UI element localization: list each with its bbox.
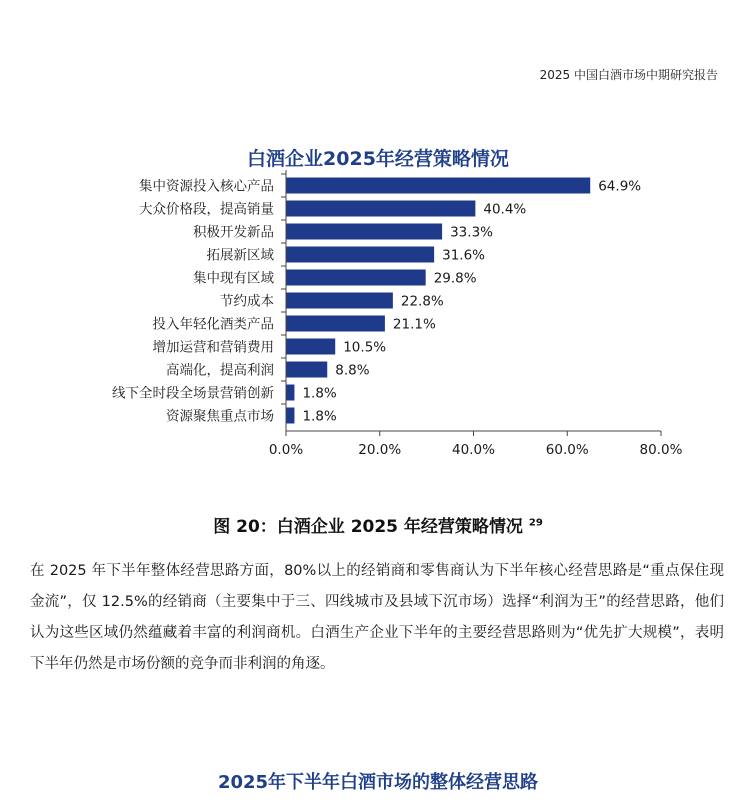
category-label: 集中现有区域 <box>193 270 274 287</box>
category-label: 节约成本 <box>220 293 274 310</box>
value-label: 29.8% <box>433 270 477 287</box>
bar <box>286 316 385 332</box>
caption-footnote: 29 <box>528 517 543 529</box>
category-label: 增加运营和营销费用 <box>152 339 274 356</box>
category-label: 资源聚焦重点市场 <box>166 408 274 425</box>
bar <box>286 293 393 309</box>
x-tick-label: 80.0% <box>639 442 683 458</box>
bar <box>286 224 442 240</box>
bar <box>286 339 335 355</box>
category-label: 线下全时段全场景营销创新 <box>112 385 274 402</box>
category-label: 积极开发新品 <box>193 224 274 241</box>
value-label: 33.3% <box>450 224 493 241</box>
x-tick-label: 60.0% <box>545 442 589 458</box>
bar <box>286 247 434 263</box>
bar <box>286 408 294 424</box>
bar <box>286 201 475 217</box>
x-tick-label: 40.0% <box>452 442 495 458</box>
body-paragraph: 在 2025 年下半年整体经营思路方面，80%以上的经销商和零售商认为下半年核心经营思路是“重点保住现金流”，仅 12.5%的经销商（主要集中于三、四线城市及县域下沉市场）选择“利润为王”的经营思路，他们认为这些区域仍然蕴藏着丰富的利润商机。白酒生产企业下半年的主要经营思路则为“优先扩大规模”，表明下半年仍然是市场份额的竞争而非利润的角逐。 <box>30 563 724 672</box>
category-label: 集中资源投入核心产品 <box>139 178 274 195</box>
value-label: 1.8% <box>302 385 337 402</box>
category-label: 高端化，提高利润 <box>166 362 274 379</box>
x-tick-label: 0.0% <box>268 442 304 458</box>
category-label: 拓展新区域 <box>206 247 274 264</box>
value-label: 40.4% <box>483 201 527 218</box>
bar <box>286 178 590 194</box>
section-title: 2025年下半年白酒市场的整体经营思路 <box>217 772 539 793</box>
category-label: 大众价格段，提高销量 <box>139 201 274 218</box>
value-label: 31.6% <box>442 247 486 264</box>
report-header: 2025 中国白酒市场中期研究报告 <box>539 68 718 82</box>
chart-title: 白酒企业2025年经营策略情况 <box>247 148 509 170</box>
value-label: 10.5% <box>343 339 387 356</box>
figure-caption <box>0 512 756 537</box>
category-label: 投入年轻化酒类产品 <box>152 316 274 333</box>
value-label: 8.8% <box>335 362 370 379</box>
value-label: 22.8% <box>400 293 444 310</box>
bar <box>286 385 294 401</box>
value-label: 64.9% <box>598 178 642 195</box>
x-tick-label: 20.0% <box>358 442 402 458</box>
value-label: 1.8% <box>302 408 337 425</box>
value-label: 21.1% <box>392 316 436 333</box>
caption-text: 图 20：白酒企业 2025 年经营策略情况 <box>213 517 523 537</box>
bar <box>286 270 426 286</box>
bar <box>286 362 327 378</box>
